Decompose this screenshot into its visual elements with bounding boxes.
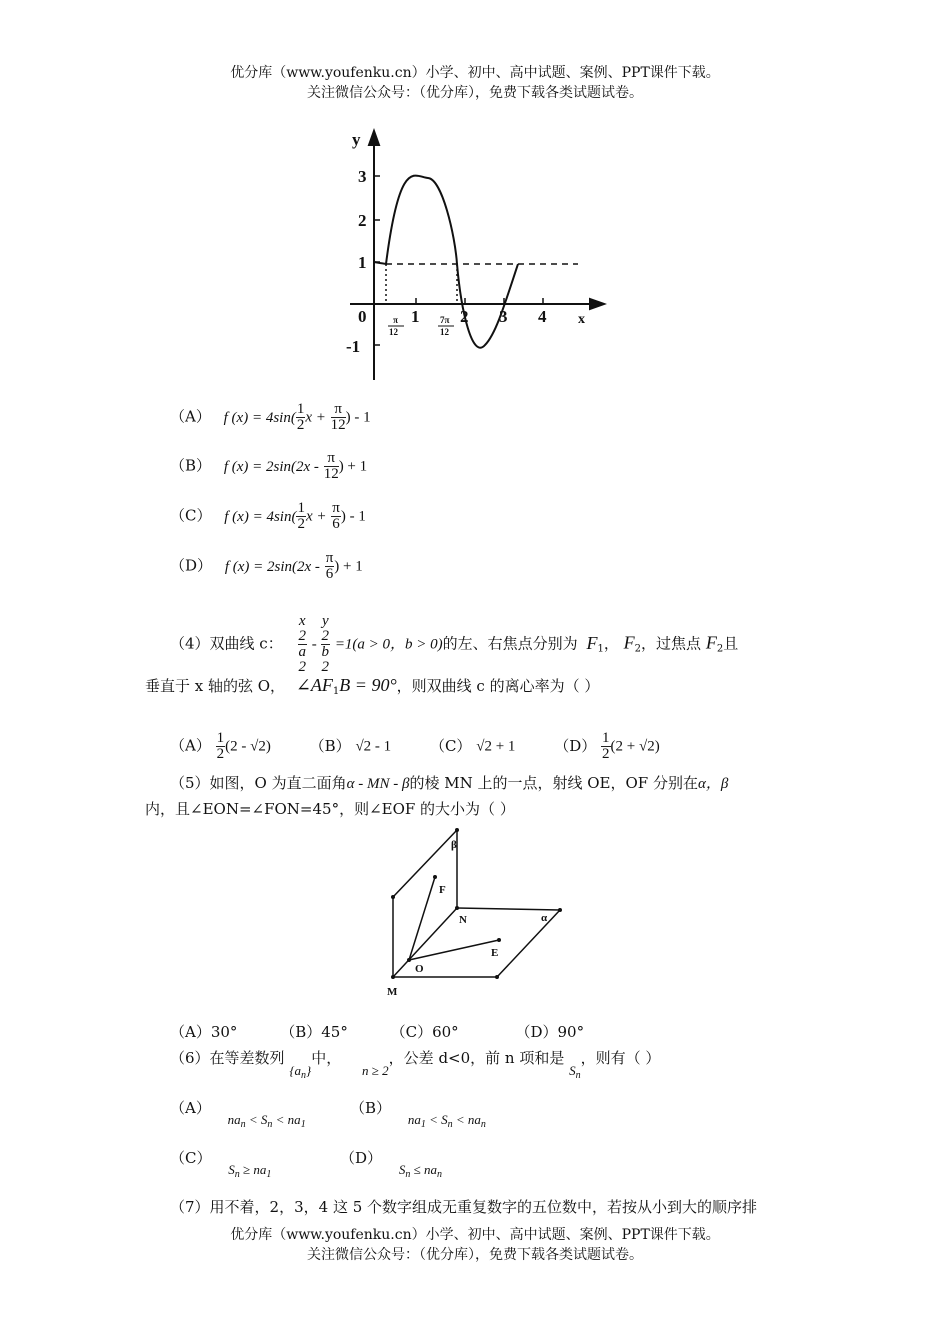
y-tick-1: 1 [358,253,367,272]
x-axis-arrow [590,299,604,309]
q6-option-a: （A） $na_n < S_n < na_1$ [170,1099,306,1130]
sine-graph [330,125,620,385]
q6-option-d: （D） $S_n \le na_n$ [340,1149,442,1180]
y-tick-3: 3 [358,167,367,186]
seven-pi-label: 7π [440,315,450,325]
q3-option-c: （C） f (x) = 4sin( $\frac{1}{2}$ x + $\frac{\pi}{6}$ ) - 1 [170,500,366,532]
label-beta: β [451,839,457,851]
pi-den: 12 [389,327,398,337]
plane-alpha-right [497,910,560,977]
edge-mn [393,908,457,977]
q3-option-d: （D） f (x) = 2sin(2x - $\frac{\pi}{6}$ ) + 1 [170,550,363,582]
pi-label: π [393,315,398,325]
label-n: N [459,914,467,926]
x-label: x [578,312,585,327]
origin-label: 0 [358,307,367,326]
dihedral-figure [375,822,575,1002]
q3-option-a: （A） f (x) = 4sin( $\frac{1}{2}$ x + $\frac{\pi}{12}$ ) - 1 [170,401,371,433]
label-f: F [439,884,446,896]
q6-stem: （6）在等差数列 $\{a_n\}$中， n ≥ 2，公差 d<0，前 n 项和是 $S_n$，则有（ ） [170,1049,661,1081]
q4-options: （A） $\frac{1}{2}$ (2 - √2) （B） √2 - 1 （C） √2 + 1 （D） $\frac{1}{2}$ (2 + √2) [170,730,660,762]
y-axis-arrow [369,131,379,145]
footer-line-1: 优分库（www.youfenku.cn）小学、初中、高中试题、案例、PPT课件下载。 [230,1227,720,1243]
q6-option-b: （B） $na_1 < S_n < na_n$ [350,1099,486,1130]
plane-beta-top [393,830,457,897]
x-tick-2: 2 [460,307,469,326]
q7-stem: （7）用不着，2，3，4 这 5 个数字组成无重复数字的五位数中，若按从小到大的顺序排 [170,1198,758,1216]
ray-of [409,877,435,960]
x-tick-4: 4 [538,307,547,326]
q5-options: （A）30° （B）45° （C）60° （D）90° [170,1023,585,1041]
q3-option-b: （B） f (x) = 2sin(2x - $\frac{\pi}{12}$ ) + 1 [170,450,368,482]
q5-stem-line-2: 内，且∠EON=∠FON=45°，则∠EOF 的大小为（ ） [145,800,515,818]
label-e: E [491,947,499,959]
label-o: O [415,963,424,975]
label-m: M [387,986,398,998]
q6-option-c: （C） $S_n \ge na_1$ [170,1149,272,1180]
y-tick-2: 2 [358,211,367,230]
x-tick-3: 3 [499,307,508,326]
header-line-2: 关注微信公众号：（优分库），免费下载各类试题试卷。 [307,85,643,101]
label-alpha: α [541,912,548,924]
footer-line-2: 关注微信公众号：（优分库），免费下载各类试题试卷。 [307,1247,643,1263]
seven-pi-den: 12 [440,327,449,337]
header-line-1: 优分库（www.youfenku.cn）小学、初中、高中试题、案例、PPT课件下载。 [230,65,720,81]
q5-stem-line-1: （5）如图，O 为直二面角α - MN - β的棱 MN 上的一点，射线 OE，OF 分别在α，β [170,774,729,792]
y-label: y [352,130,361,149]
ray-oe [409,940,499,960]
y-tick-neg1: -1 [346,337,361,356]
q4-stem-line-2: 垂直于 x 轴的弦 O， $\angle AF_1B = 90^\circ$，则双曲线 c 的离心率为（ ） [145,675,600,697]
q4-stem-line-1: （4）双曲线 c： x 2 a 2 - y 2 b 2 =1(a > 0，b > 0)的左、右焦点分别为 $F_1$， $F_2$，过焦点 $F_2$且 [170,613,739,675]
x-tick-1: 1 [411,307,420,326]
plane-alpha-top [457,908,560,910]
